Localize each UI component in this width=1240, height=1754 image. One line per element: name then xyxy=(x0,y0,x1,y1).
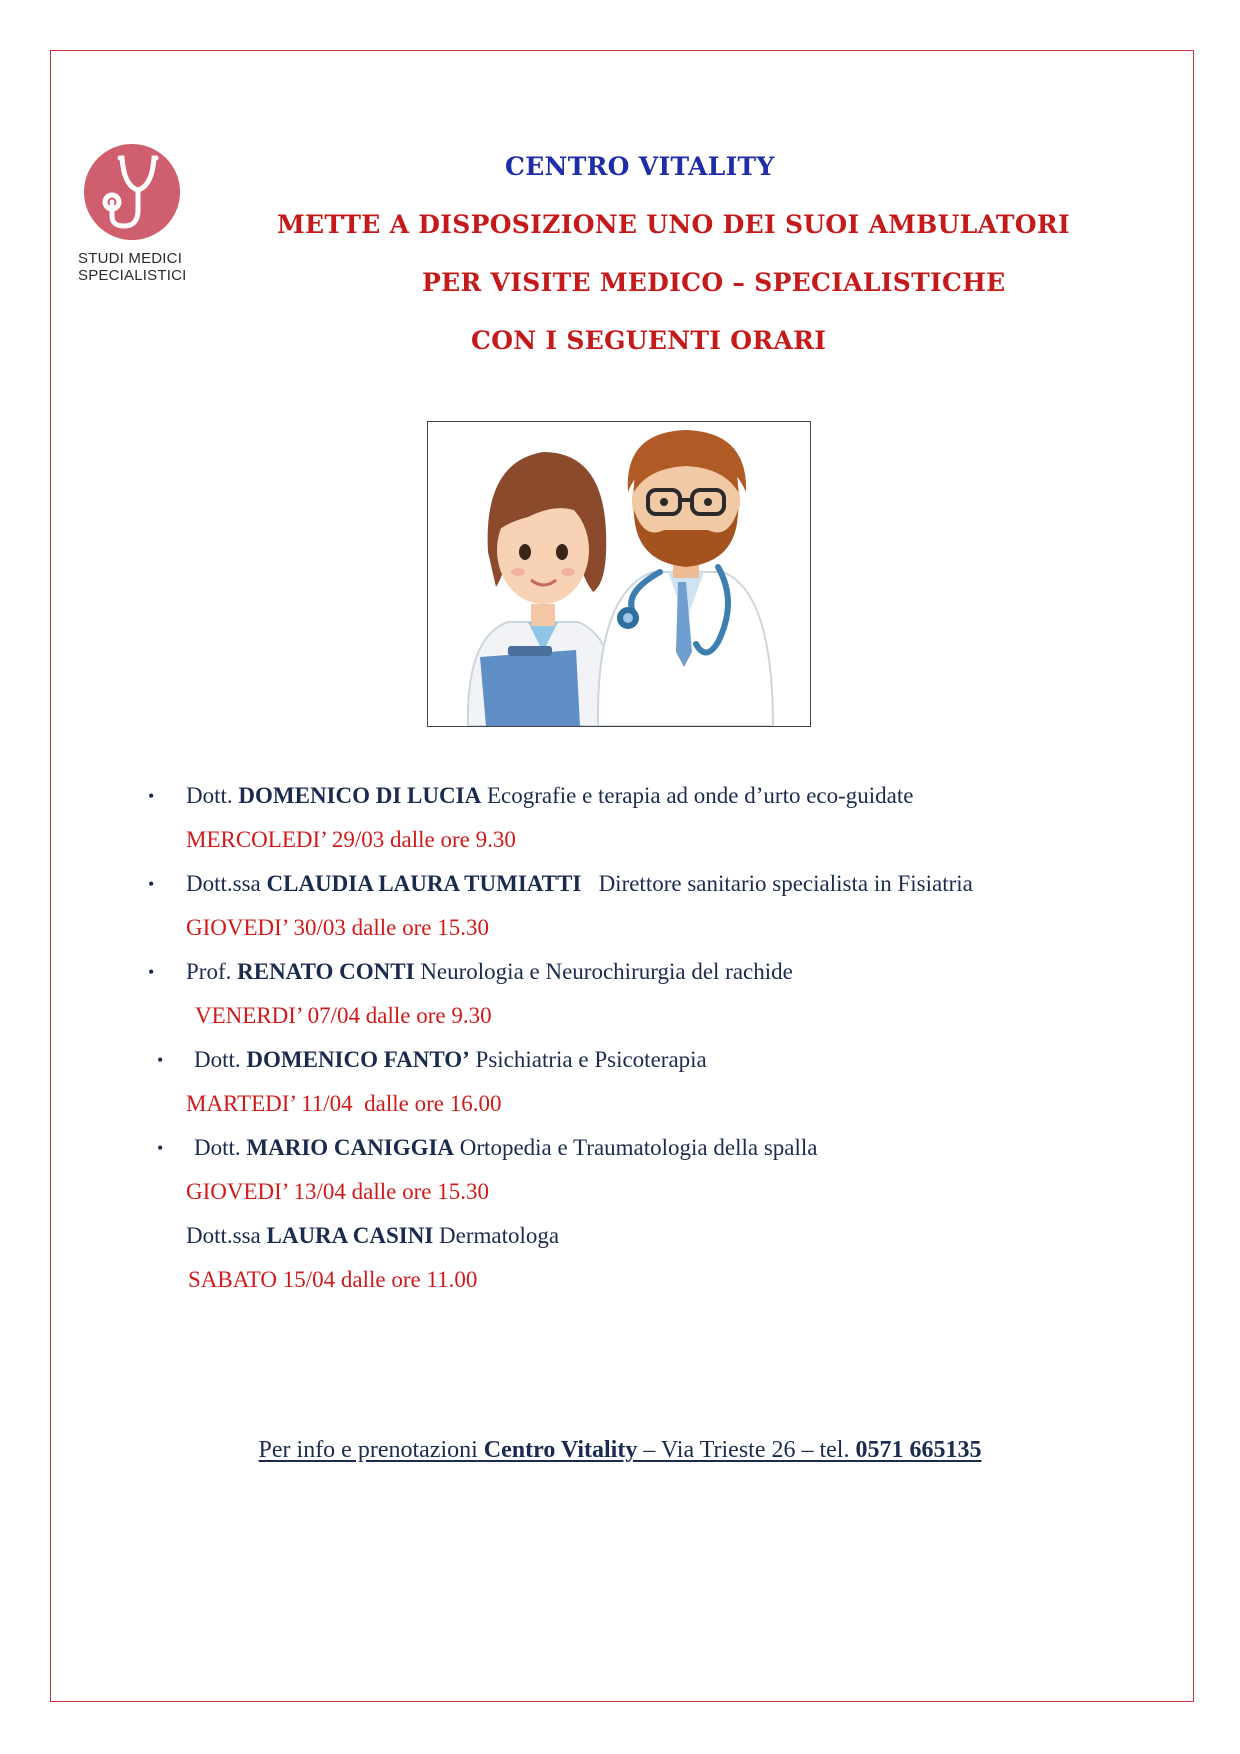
doctor-specialty: Dermatologa xyxy=(439,1223,560,1248)
bullet: • xyxy=(148,786,155,806)
header-line4: CON I SEGUENTI ORARI xyxy=(471,326,827,355)
schedule-time: GIOVEDI’ 13/04 dalle ore 15.30 xyxy=(186,1179,489,1204)
doctor-name: DOMENICO FANTO’ xyxy=(246,1047,470,1072)
doctor-title: Dott. xyxy=(194,1135,241,1160)
list-item xyxy=(150,782,1150,870)
footer-prefix: Per info e prenotazioni xyxy=(258,1437,478,1463)
schedule-time: MARTEDI’ 11/04 dalle ore 16.00 xyxy=(186,1091,502,1116)
doctor-title: Dott.ssa xyxy=(186,1223,261,1248)
doctor-name: MARIO CANIGGIA xyxy=(246,1135,455,1160)
footer-phone: 0571 665135 xyxy=(855,1437,982,1463)
list-item xyxy=(150,1222,1150,1310)
bullet: • xyxy=(148,962,155,982)
bullet: • xyxy=(148,874,155,894)
doctor-title: Dott.ssa xyxy=(186,871,261,896)
doctor-specialty: Psichiatria e Psicoterapia xyxy=(475,1047,707,1072)
doctor-name: DOMENICO DI LUCIA xyxy=(238,783,482,808)
schedule-time: MERCOLEDI’ 29/03 dalle ore 9.30 xyxy=(186,827,516,852)
list-item xyxy=(150,958,1150,1046)
doctor-title: Dott. xyxy=(186,783,233,808)
doctor-specialty: Ortopedia e Traumatologia della spalla xyxy=(459,1135,818,1160)
schedule-time: GIOVEDI’ 30/03 dalle ore 15.30 xyxy=(186,915,489,940)
list-item xyxy=(150,1046,1150,1134)
schedule-time: VENERDI’ 07/04 dalle ore 9.30 xyxy=(195,1003,492,1028)
bullet: • xyxy=(157,1138,164,1158)
footer-contact xyxy=(0,1437,1240,1464)
female-doctor-figure xyxy=(468,452,618,726)
doctor-name: LAURA CASINI xyxy=(266,1223,434,1248)
doctor-title: Prof. xyxy=(186,959,232,984)
logo-line2: SPECIALISTICI xyxy=(78,267,187,284)
doctor-name: RENATO CONTI xyxy=(237,959,415,984)
schedule-list xyxy=(150,782,1150,1310)
list-item xyxy=(150,1134,1150,1222)
doctors-illustration xyxy=(427,421,811,727)
header-line2: METTE A DISPOSIZIONE UNO DEI SUOI AMBULATORI xyxy=(277,210,1070,239)
footer-center-name: Centro Vitality xyxy=(483,1437,638,1463)
doctor-title: Dott. xyxy=(194,1047,241,1072)
logo xyxy=(78,142,198,284)
doctor-specialty: Ecografie e terapia ad onde d’urto eco-guidate xyxy=(486,783,914,808)
doctor-specialty: Neurologia e Neurochirurgia del rachide xyxy=(420,959,793,984)
schedule-time: SABATO 15/04 dalle ore 11.00 xyxy=(188,1267,478,1292)
header-line3: PER VISITE MEDICO – SPECIALISTICHE xyxy=(422,268,1006,297)
list-item xyxy=(150,870,1150,958)
logo-line1: STUDI MEDICI xyxy=(78,250,183,267)
doctor-name: CLAUDIA LAURA TUMIATTI xyxy=(266,871,582,896)
doctor-specialty: Direttore sanitario specialista in Fisiatria xyxy=(598,871,973,896)
header-title: CENTRO VITALITY xyxy=(505,152,775,181)
footer-address: – Via Trieste 26 – tel. xyxy=(643,1437,850,1463)
male-doctor-figure xyxy=(598,430,773,726)
bullet: • xyxy=(157,1050,164,1070)
stethoscope-icon xyxy=(82,142,182,242)
